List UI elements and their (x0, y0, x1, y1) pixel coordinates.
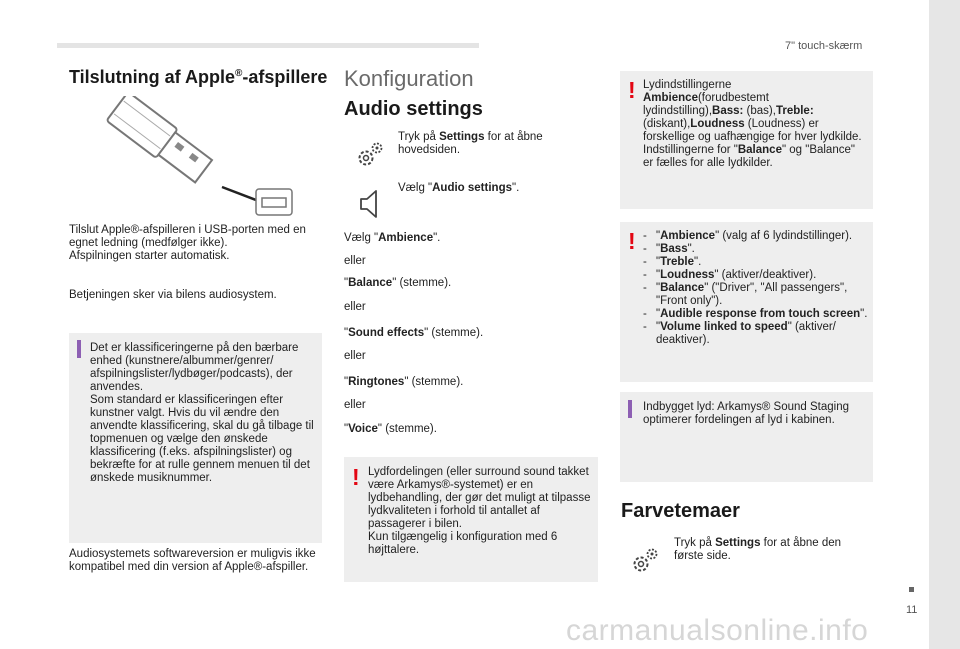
eller-3: eller (344, 350, 366, 362)
list-item: - "Loudness" (aktiver/deaktiver). (643, 269, 868, 282)
usb-connector-icon (70, 96, 320, 218)
speaker-icon (359, 189, 381, 219)
sound-settings-text: Lydindstillingerne Ambience(forudbestemt lydindstilling),Bass: (bas),Treble: (diskant),Loudness (Loudness) er forskellige og uafhængige for hver lydkilde. Indstillingerne for "Balance" og "Balance" er fælles for alle lydkilder. (643, 79, 862, 169)
warning-icon: ! (628, 77, 636, 103)
eller-4: eller (344, 399, 366, 411)
software-note: Audiosystemets softwareversion er muligvis ikke kompatibel med din version af Apple®-afspiller. (69, 548, 316, 573)
page-number: 11 (906, 604, 918, 616)
control-note: Betjeningen sker via bilens audiosystem. (69, 289, 277, 301)
list-item: - "Volume linked to speed" (aktiver/ deaktiver). (643, 321, 868, 347)
select-ambience: Vælg "Ambience". (344, 232, 441, 244)
settings-gear-icon (355, 140, 385, 170)
apple-heading: Tilslutning af Apple®-afspillere (69, 67, 328, 87)
audio-settings-heading: Audio settings (344, 98, 483, 120)
list-item: - "Bass". (643, 243, 868, 256)
classification-text: Det er klassificeringerne på den bærbare enhed (kunstnere/albummer/genrer/ afspilningslister/lydbøger/podcasts), der anvendes. Som standard er klassificeringen efter kunstner valgt. Hvis du vil ændre den anvendte klassificering, skal du gå tilbage til topmenuen og vælge den ønskede klassificering (f.eks. afspilningslister) og bekræfte for at rulle gennem menuen til det ønskede musiknummer. (90, 342, 314, 484)
eller-1: eller (344, 255, 366, 267)
info-icon (77, 340, 81, 358)
top-divider (57, 43, 479, 48)
list-item: - "Ambience" (valg af 6 lydindstillinger). (643, 230, 868, 243)
farve-instruction: Tryk på Settings for at åbne den første side. (674, 537, 842, 562)
arkamys-text: Indbygget lyd: Arkamys® Sound Staging optimerer fordelingen af lyd i kabinen. (643, 401, 850, 426)
info-icon (628, 400, 632, 418)
select-ringtones: "Ringtones" (stemme). (344, 376, 464, 388)
watermark: carmanualsonline.info (566, 614, 869, 647)
select-voice: "Voice" (stemme). (344, 423, 437, 435)
usb-instructions: Tilslut Apple®-afspilleren i USB-porten med en egnet ledning (medfølger ikke). Afspilningen starter automatisk. (69, 224, 306, 262)
section-title: 7" touch-skærm (785, 40, 863, 52)
settings-list (643, 230, 868, 347)
settings-gear-icon (630, 546, 660, 576)
surround-text: Lydfordelingen (eller surround sound takket være Arkamys®-systemet) er en lydbehandling, der gør det muligt at tilpasse lydkvaliteten i forhold til antallet af passagerer i bilen. Kun tilgængelig i konfiguration med 6 højttalere. (368, 466, 591, 556)
list-item: - "Treble". (643, 256, 868, 269)
list-item: - "Audible response from touch screen". (643, 308, 868, 321)
warning-icon: ! (628, 228, 636, 254)
right-margin-bar (929, 0, 960, 649)
select-balance: "Balance" (stemme). (344, 277, 452, 289)
step-audio-settings: Vælg "Audio settings". (398, 182, 520, 194)
list-item: - "Balance" ("Driver", "All passengers", "Front only"). (643, 282, 868, 308)
konfiguration-heading: Konfiguration (344, 66, 474, 91)
page-marker (909, 587, 914, 592)
farvetemaer-heading: Farvetemaer (621, 500, 740, 522)
step-open-settings: Tryk på Settings for at åbne hovedsiden. (398, 131, 543, 156)
select-sound-effects: "Sound effects" (stemme). (344, 327, 484, 339)
warning-icon: ! (352, 464, 360, 490)
eller-2: eller (344, 301, 366, 313)
